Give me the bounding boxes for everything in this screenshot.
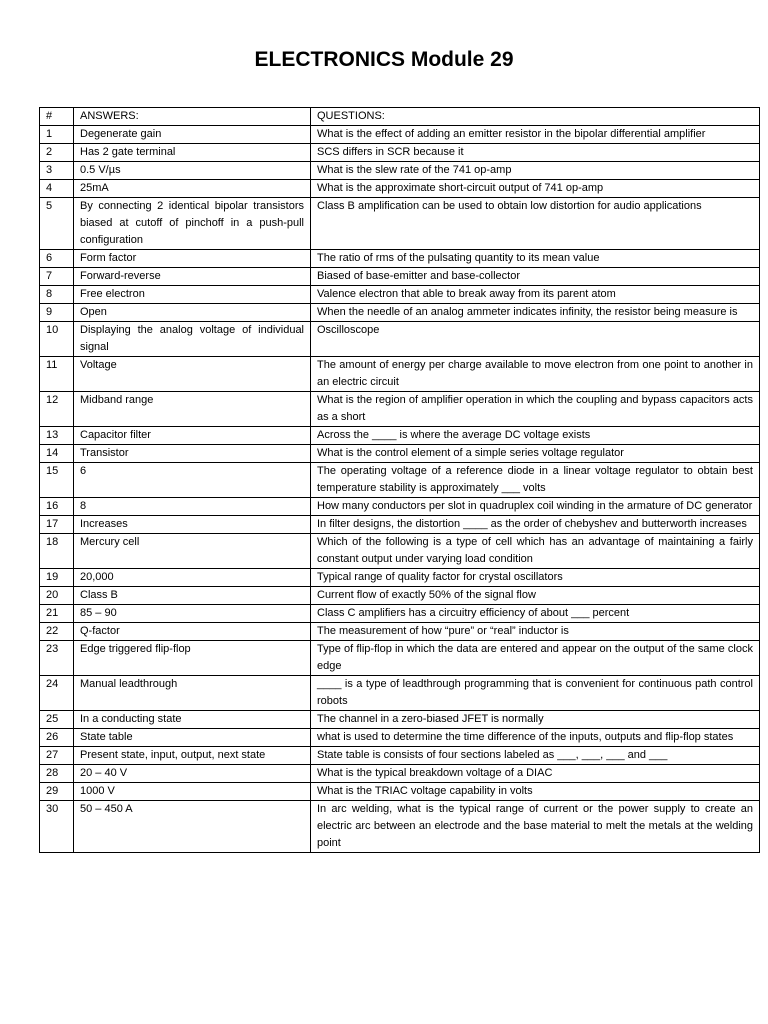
table-row — [40, 711, 760, 729]
answer-cell: 25mA — [74, 180, 311, 198]
question-cell: ____ is a type of leadthrough programming that is convenient for continuous path control robots — [311, 676, 760, 711]
header-answers: ANSWERS: — [74, 108, 311, 126]
table-row — [40, 144, 760, 162]
row-number: 9 — [40, 304, 74, 322]
question-cell: Across the ____ is where the average DC voltage exists — [311, 427, 760, 445]
header-questions: QUESTIONS: — [311, 108, 760, 126]
answer-cell: 8 — [74, 498, 311, 516]
question-cell: The operating voltage of a reference diode in a linear voltage regulator to obtain best temperature stability is approximately ___ volts — [311, 463, 760, 498]
question-cell: What is the region of amplifier operation in which the coupling and bypass capacitors acts as a short — [311, 392, 760, 427]
question-cell: How many conductors per slot in quadruplex coil winding in the armature of DC generator — [311, 498, 760, 516]
answer-cell: 1000 V — [74, 783, 311, 801]
question-cell: what is used to determine the time difference of the inputs, outputs and flip-flop states — [311, 729, 760, 747]
table-row — [40, 445, 760, 463]
row-number: 10 — [40, 322, 74, 357]
answer-cell: Class B — [74, 587, 311, 605]
table-row — [40, 676, 760, 711]
question-cell: What is the approximate short-circuit output of 741 op-amp — [311, 180, 760, 198]
answer-cell: Edge triggered flip-flop — [74, 641, 311, 676]
answer-cell: State table — [74, 729, 311, 747]
table-row — [40, 427, 760, 445]
row-number: 13 — [40, 427, 74, 445]
table-row — [40, 126, 760, 144]
table-row — [40, 463, 760, 498]
row-number: 5 — [40, 198, 74, 250]
row-number: 25 — [40, 711, 74, 729]
table-header-row — [40, 108, 760, 126]
row-number: 27 — [40, 747, 74, 765]
question-cell: State table is consists of four sections labeled as ___, ___, ___ and ___ — [311, 747, 760, 765]
row-number: 16 — [40, 498, 74, 516]
table-row — [40, 623, 760, 641]
header-number: # — [40, 108, 74, 126]
table-row — [40, 268, 760, 286]
row-number: 3 — [40, 162, 74, 180]
question-cell: In arc welding, what is the typical range of current or the power supply to create an electric arc between an electrode and the base material to melt the metals at the welding point — [311, 801, 760, 853]
table-row — [40, 286, 760, 304]
table-row — [40, 162, 760, 180]
row-number: 6 — [40, 250, 74, 268]
answer-cell: 50 – 450 A — [74, 801, 311, 853]
answer-cell: 0.5 V/µs — [74, 162, 311, 180]
answer-cell: Displaying the analog voltage of individual signal — [74, 322, 311, 357]
answer-cell: Has 2 gate terminal — [74, 144, 311, 162]
table-row — [40, 605, 760, 623]
answer-cell: Form factor — [74, 250, 311, 268]
row-number: 2 — [40, 144, 74, 162]
answer-cell: 85 – 90 — [74, 605, 311, 623]
question-cell: Biased of base-emitter and base-collector — [311, 268, 760, 286]
question-cell: SCS differs in SCR because it — [311, 144, 760, 162]
table-body — [40, 126, 760, 853]
table-row — [40, 765, 760, 783]
table-row — [40, 322, 760, 357]
table-row — [40, 250, 760, 268]
row-number: 18 — [40, 534, 74, 569]
answer-cell: Q-factor — [74, 623, 311, 641]
question-cell: The measurement of how “pure” or “real” inductor is — [311, 623, 760, 641]
question-cell: Class C amplifiers has a circuitry efficiency of about ___ percent — [311, 605, 760, 623]
answer-cell: Free electron — [74, 286, 311, 304]
answer-cell: Midband range — [74, 392, 311, 427]
row-number: 11 — [40, 357, 74, 392]
row-number: 1 — [40, 126, 74, 144]
row-number: 21 — [40, 605, 74, 623]
row-number: 24 — [40, 676, 74, 711]
question-cell: The ratio of rms of the pulsating quantity to its mean value — [311, 250, 760, 268]
row-number: 4 — [40, 180, 74, 198]
table-row — [40, 198, 760, 250]
row-number: 12 — [40, 392, 74, 427]
row-number: 26 — [40, 729, 74, 747]
answer-cell: 20 – 40 V — [74, 765, 311, 783]
question-cell: The channel in a zero-biased JFET is normally — [311, 711, 760, 729]
row-number: 7 — [40, 268, 74, 286]
question-cell: Type of flip-flop in which the data are entered and appear on the output of the same clock edge — [311, 641, 760, 676]
table-row — [40, 801, 760, 853]
question-cell: Class B amplification can be used to obtain low distortion for audio applications — [311, 198, 760, 250]
question-cell: Valence electron that able to break away from its parent atom — [311, 286, 760, 304]
answer-cell: Increases — [74, 516, 311, 534]
answer-cell: Present state, input, output, next state — [74, 747, 311, 765]
question-cell: What is the TRIAC voltage capability in volts — [311, 783, 760, 801]
answer-cell: Capacitor filter — [74, 427, 311, 445]
question-cell: What is the slew rate of the 741 op-amp — [311, 162, 760, 180]
table-row — [40, 729, 760, 747]
question-cell: In filter designs, the distortion ____ as the order of chebyshev and butterworth increases — [311, 516, 760, 534]
answer-cell: In a conducting state — [74, 711, 311, 729]
answer-cell: Open — [74, 304, 311, 322]
question-cell: When the needle of an analog ammeter indicates infinity, the resistor being measure is — [311, 304, 760, 322]
table-row — [40, 357, 760, 392]
table-row — [40, 180, 760, 198]
table-row — [40, 747, 760, 765]
question-cell: Typical range of quality factor for crystal oscillators — [311, 569, 760, 587]
table-row — [40, 587, 760, 605]
table-row — [40, 392, 760, 427]
row-number: 28 — [40, 765, 74, 783]
question-cell: Which of the following is a type of cell which has an advantage of maintaining a fairly constant output under varying load condition — [311, 534, 760, 569]
row-number: 15 — [40, 463, 74, 498]
answer-cell: 20,000 — [74, 569, 311, 587]
question-cell: Oscilloscope — [311, 322, 760, 357]
row-number: 30 — [40, 801, 74, 853]
page-title: ELECTRONICS Module 29 — [254, 48, 514, 71]
row-number: 29 — [40, 783, 74, 801]
table-row — [40, 516, 760, 534]
row-number: 23 — [40, 641, 74, 676]
answer-cell: Transistor — [74, 445, 311, 463]
question-cell: Current flow of exactly 50% of the signal flow — [311, 587, 760, 605]
answer-cell: 6 — [74, 463, 311, 498]
row-number: 22 — [40, 623, 74, 641]
question-cell: What is the effect of adding an emitter resistor in the bipolar differential amplifier — [311, 126, 760, 144]
qa-table — [39, 107, 760, 853]
question-cell: What is the control element of a simple series voltage regulator — [311, 445, 760, 463]
row-number: 20 — [40, 587, 74, 605]
question-cell: What is the typical breakdown voltage of a DIAC — [311, 765, 760, 783]
answer-cell: Voltage — [74, 357, 311, 392]
question-cell: The amount of energy per charge available to move electron from one point to another in an electric circuit — [311, 357, 760, 392]
answer-cell: Degenerate gain — [74, 126, 311, 144]
row-number: 17 — [40, 516, 74, 534]
answer-cell: Forward-reverse — [74, 268, 311, 286]
table-row — [40, 641, 760, 676]
answer-cell: Manual leadthrough — [74, 676, 311, 711]
row-number: 8 — [40, 286, 74, 304]
table-row — [40, 498, 760, 516]
row-number: 19 — [40, 569, 74, 587]
table-row — [40, 783, 760, 801]
table-row — [40, 304, 760, 322]
answer-cell: By connecting 2 identical bipolar transistors biased at cutoff of pinchoff in a push-pull configuration — [74, 198, 311, 250]
answer-cell: Mercury cell — [74, 534, 311, 569]
row-number: 14 — [40, 445, 74, 463]
table-row — [40, 534, 760, 569]
table-row — [40, 569, 760, 587]
